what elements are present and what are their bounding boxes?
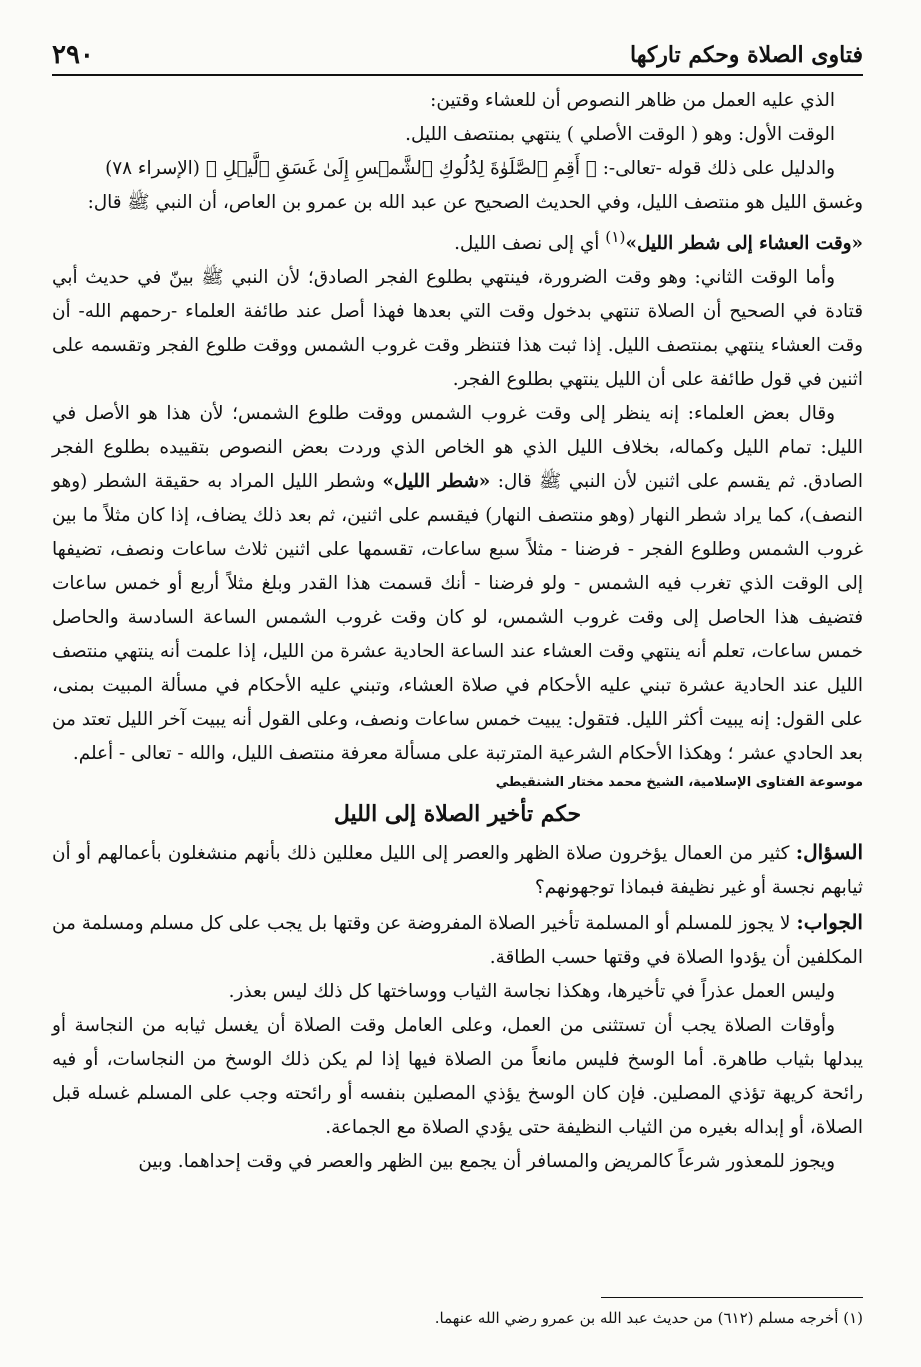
- paragraph: [52, 152, 863, 186]
- question-paragraph: [52, 835, 863, 905]
- text: وشطر الليل المراد به حقيقة الشطر (وهو النصف)، كما يراد شطر النهار (وهو منتصف النهار) فيقسم على اثنين، ثم بعد ذلك يضاف، إذا كان مثلاً ما بين غروب الشمس وطلوع الفجر - فرضنا - مثلاً سبع ساعات، تقسمها على اثنين ثلاث ساعات ونصف، تضيفها إلى الوقت الذي تغرب فيه الشمس - ولو فرضنا - أنك قسمت هذا القدر وبلغ مثلاً أربع أو خمس ساعات فتضيف هذا الحاصل إلى وقت غروب الشمس، لو كان وقت غروب الشمس الساعة السادسة والحاصل خمس ساعات، تعلم أنه ينتهي وقت العشاء عند الساعة الحادية عشرة من الليل، إذا علمت أنه ينتهي منتصف الليل عند الحادية عشرة تبني عليه الأحكام في صلاة العشاء، وتبني عليه الأحكام في مسألة المبيت بمنى، على القول: إنه يبيت أكثر الليل. فتقول: يبيت خمس ساعات ونصف، وعلى القول أنه يبيت آخر الليل تعتد من بعد الحادي عشر ؛ وهكذا الأحكام الشرعية المترتبة على مسألة معرفة منتصف الليل، والله - تعالى - أعلم.: [52, 471, 863, 765]
- hadith-quote: «شطر الليل»: [382, 471, 491, 493]
- quran-verse: ﴿ أَقِمِ ٱلصَّلَوٰةَ لِدُلُوكِ ٱلشَّمۡسِ إِلَىٰ غَسَقِ ٱلَّيۡلِ ﴾: [205, 158, 597, 179]
- footnote: (١) أخرجه مسلم (٦١٢) من حديث عبد الله بن عمرو رضي الله عنهما.: [434, 1309, 863, 1327]
- question-label: السؤال:: [795, 840, 863, 865]
- paragraph: الوقت الأول: وهو ( الوقت الأصلي ) ينتهي بمنتصف الليل.: [405, 124, 835, 145]
- running-title: فتاوى الصلاة وحكم تاركها: [629, 42, 863, 68]
- footnote-marker: (١): [605, 228, 626, 246]
- question-text: كثير من العمال يؤخرون صلاة الظهر والعصر إلى الليل معللين ذلك بأنهم منشغلون بأعمالهم أو أن ثيابهم نجسة أو غير نظيفة فبماذا توجهونهم؟: [52, 843, 863, 899]
- page-body: [52, 84, 863, 1179]
- verse-reference: (الإسراء ٧٨): [105, 158, 206, 179]
- answer-paragraph: [52, 905, 863, 975]
- paragraph: وغسق الليل هو منتصف الليل، وفي الحديث الصحيح عن عبد الله بن عمرو بن العاص، أن النبي ﷺ قال:: [87, 192, 863, 213]
- paragraph: [52, 397, 863, 771]
- answer-text: لا يجوز للمسلم أو المسلمة تأخير الصلاة المفروضة عن وقتها بل يجب على كل مسلم ومسلمة من المكلفين أن يؤدوا الصلاة في وقتها حسب الطاقة.: [52, 913, 863, 969]
- page-header: [52, 30, 863, 76]
- text: والدليل على ذلك قوله -تعالى-:: [596, 158, 835, 179]
- text: وقال بعض العلماء: إنه ينظر إلى وقت غروب الشمس ووقت طلوع الشمس؛ لأن هذا هو الأصل في الليل: تمام الليل وكماله، بخلاف الليل الذي هو الخاص الذي وردت بعض النصوص بتقييده بطلوع الفجر الصادق. ثم يقسم على اثنين لأن النبي ﷺ قال:: [52, 403, 863, 493]
- answer-label: الجواب:: [796, 910, 863, 935]
- paragraph: وليس العمل عذراً في تأخيرها، وهكذا نجاسة الثياب ووساختها كل ذلك ليس بعذر.: [228, 981, 835, 1003]
- paragraph: وأما الوقت الثاني: وهو وقت الضرورة، فينتهي بطلوع الفجر الصادق؛ لأن النبي ﷺ بينّ في حديث أبي قتادة في الصحيح أن الصلاة تنتهي بدخول وقت التي بعدها فهذا أصل عند طائفة العلماء -رحمهم الله- أن وقت العشاء ينتهي بمنتصف الليل. إذا ثبت هذا فتنظر وقت غروب الشمس ووقت طلوع الفجر وتقسمه على اثنين في قول طائفة على أن الليل ينتهي بطلوع الفجر.: [52, 267, 863, 391]
- page-number: ٢٩٠: [52, 40, 94, 70]
- paragraph: ويجوز للمعذور شرعاً كالمريض والمسافر أن يجمع بين الظهر والعصر في وقت إحداهما. وبين: [138, 1151, 835, 1173]
- footnote-divider: [601, 1297, 863, 1298]
- paragraph: الذي عليه العمل من ظاهر النصوص أن للعشاء وقتين:: [430, 90, 835, 111]
- paragraph: [52, 220, 863, 261]
- paragraph: وأوقات الصلاة يجب أن تستثنى من العمل، وعلى العامل وقت الصلاة أن يغسل ثيابه من النجاسة أو يبدلها بثياب طاهرة. أما الوسخ فليس مانعاً من الصلاة فيها إذا لم يكن ذلك الوسخ من النجاسات، أو فيه رائحة كريهة تؤذي المصلين. فإن كان الوسخ يؤذي المصلين بنفسه أو رائحته وجب على المسلم غسله قبل الصلاة، أو إبداله بغيره من الثياب النظيفة حتى يؤدي الصلاة مع الجماعة.: [52, 1015, 863, 1139]
- text: أي إلى نصف الليل.: [454, 233, 606, 255]
- source-citation: موسوعة الفتاوى الإسلامية، الشيخ محمد مختار الشنقيطي: [495, 775, 863, 791]
- hadith-quote: «وقت العشاء إلى شطر الليل»: [625, 233, 863, 255]
- section-title: حكم تأخير الصلاة إلى الليل: [333, 801, 582, 828]
